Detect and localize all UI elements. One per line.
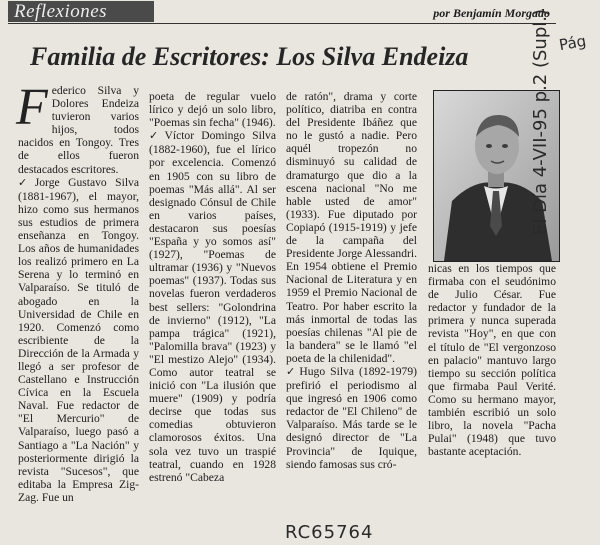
intro-text: ederico Silva y Dolores Endeiza tuvieron varios hijos, todos nacidos en Tongoy. Tres de ellos fueron destacados escritores. xyxy=(18,84,139,176)
drop-cap: F xyxy=(16,79,48,136)
handwritten-date-note: El Día 4-VII-95 p.2 (Supl.) xyxy=(530,8,551,235)
handwritten-page-note: Pág xyxy=(557,31,588,55)
byline-prefix: por xyxy=(433,6,450,20)
jorge-text: Jorge Gustavo Silva (1881-1967), el mayor, hizo como sus hermanos sus estudios de primera enseñanza en Tongoy. Los años de humanidades los realizó primero en La Serena y lo terminó en Valparaíso. Se tituló de abogado en la Universidad de Chile en 1920. Comenzó como escribiente de la Dirección de la Armada y llegó a ser profesor de Castellano e Instrucción Cívica en la Escuela Naval. Fue redactor de "El Mercurio" de Valparaíso, luego pasó a Santiago a "La Nación" y posteriormente dirigió la revista "Sucesos", que editaba la Empresa Zig-Zag. Fue un xyxy=(18,175,139,504)
checkmark-icon: ✓ xyxy=(18,176,33,189)
paragraph-hugo xyxy=(286,365,417,471)
byline-author: Benjamín Morgado xyxy=(452,6,550,20)
paragraph-victor xyxy=(149,129,276,484)
handwritten-code: RC65764 xyxy=(285,522,374,543)
header-rule xyxy=(8,23,556,24)
article-title: Familia de Escritores: Los Silva Endeiza xyxy=(30,42,469,71)
paragraph-intro xyxy=(16,79,139,176)
section-banner: Reflexiones xyxy=(8,1,154,22)
victor-text: Víctor Domingo Silva (1882-1960), fue el lírico por excelencia. Comenzó en 1905 con su libro de poemas "Más allá". Al ser designado Cónsul de Chile en varios países, destacaron sus poesías "España y yo somos así" (1927), "Poemas de ultramar (1936) y "Nuevos poemas" (1937). Todas sus novelas fueron verdaderos best sellers: "Golondrina de invierno" (1912), "La pampa trágica" (1921), "Palomilla brava" (1923) y "El mestizo Alejo" (1934). Como autor teatral se inició con "La ilusión que muere" (1909) y podría decirse que todas sus comedias obtuvieron clamorosos éxitos. Una sola vez tuvo un traspié teatral, cuando en 1928 estrenó "Cabeza xyxy=(149,129,276,484)
article-column-3 xyxy=(286,90,417,471)
article-column-2 xyxy=(149,90,276,484)
paragraph-jorge-cont: poeta de regular vuelo lírico y dejó un solo libro, "Poemas sin fecha" (1946). xyxy=(149,90,276,130)
article-column-4 xyxy=(428,262,556,458)
paragraph-hugo-cont: nicas en los tiempos que firmaba con el seudónimo de Julio César. Fue redactor y fundador de la primera y nunca superada revista "Hoy", en que con el título de "El vergonzoso en palacio" mantuvo largo tiempo su sección política que firmaba Paul Verité. Como su hermano mayor, también escribió un solo libro, la novela "Pacha Pulai" (1948) que tuvo bastante aceptación. xyxy=(428,262,556,459)
hugo-text: Hugo Silva (1892-1979) prefirió el periodismo al que ingresó en 1906 como redactor de "El Chileno" de Valparaíso. Más tarde se le designó director de "La Provincia" de Iquique, siendo famosas sus cró- xyxy=(286,364,417,471)
paragraph-victor-cont: de ratón", drama y corte político, diatriba en contra del Presidente Ibáñez que no le gustó a nadie. Pero aquél tropezón no disminuyó su calidad de dramaturgo que dio a la escena nacional "No me hable usted de amor" (1933). Fue diputado por Copiapó (1915-1919) y jefe de la campaña del Presidente Jorge Alessandri. En 1954 obtiene el Premio Nacional de Literatura y en 1959 el Premio Nacional de Teatro. Por haber escrito la más inmortal de todas las poesías chilenas "Al pie de la bandera" se le llamó "el poeta de la chilenidad". xyxy=(286,90,417,365)
paragraph-jorge xyxy=(18,176,139,504)
checkmark-icon: ✓ xyxy=(286,365,298,378)
checkmark-icon: ✓ xyxy=(149,130,163,143)
article-column-1 xyxy=(16,79,139,504)
